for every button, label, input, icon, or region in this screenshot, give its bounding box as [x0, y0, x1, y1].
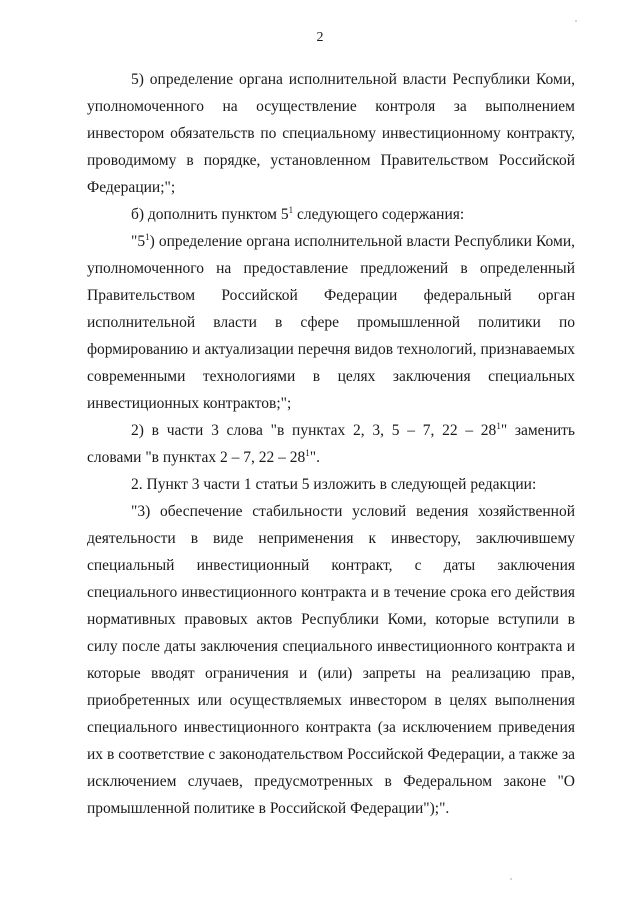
paragraph-text: 2) в части 3 слова "в пунктах 2, 3, 5 – 7, 22 – 28 [131, 422, 497, 439]
paragraph-text: ) определение органа исполнительной власти Республики Коми, уполномоченного на предоставление предложений в определенный Правительством Российской Федерации федеральный орган исполнительной власти в сфере промышленной политики по формированию и актуализации перечня видов технологий, признаваемых современными технологиями в целях заключения специальных инвестиционных контрактов;"; [87, 233, 575, 412]
superscript: 1 [288, 205, 294, 215]
document-body [87, 66, 575, 822]
scan-speck [510, 878, 512, 880]
superscript: 1 [305, 448, 310, 458]
paragraph-item-3-text: "3) обеспечение стабильности условий ведения хозяйственной деятельности в виде неприменения к инвестору, заключившему специальный инвестиционный контракт, с даты заключения специального инвестиционного контракта и в течение срока его действия нормативных правовых актов Республики Коми, которые вступили в силу после даты заключения специального инвестиционного контракта и которые вводят ограничения и (или) запреты на реализацию прав, приобретенных или осуществляемых инвестором в целях выполнения специального инвестиционного контракта (за исключением приведения их в соответствие с законодательством Российской Федерации, а также за исключением случаев, предусмотренных в Федеральном законе "О промышленной политике в Российской Федерации");". [87, 503, 575, 817]
paragraph-text: б) дополнить пунктом 5 [131, 206, 289, 223]
paragraph-text: "5 [131, 233, 146, 250]
paragraph-text: следующего содержания: [293, 206, 465, 223]
paragraph-add-item-5-1 [87, 201, 575, 228]
superscript: 1 [145, 232, 150, 242]
superscript: 1 [496, 421, 501, 431]
paragraph-text: ". [309, 449, 320, 466]
paragraph-part-3-replace [87, 417, 575, 471]
page-number: 2 [316, 30, 324, 45]
paragraph-item-5-1 [87, 228, 575, 417]
scan-speck [575, 20, 577, 22]
paragraph-item-5: 5) определение органа исполнительной власти Республики Коми, уполномоченного на осуществление контроля за выполнением инвестором обязательств по специальному инвестиционному контракту, проводимому в порядке, установленном Правительством Российской Федерации;"; [87, 71, 575, 196]
paragraph-text: " заменить словами "в пунктах 2 – 7, 22 – 28 [87, 422, 575, 466]
paragraph-article-5-heading: 2. Пункт 3 части 1 статьи 5 изложить в следующей редакции: [131, 476, 537, 493]
